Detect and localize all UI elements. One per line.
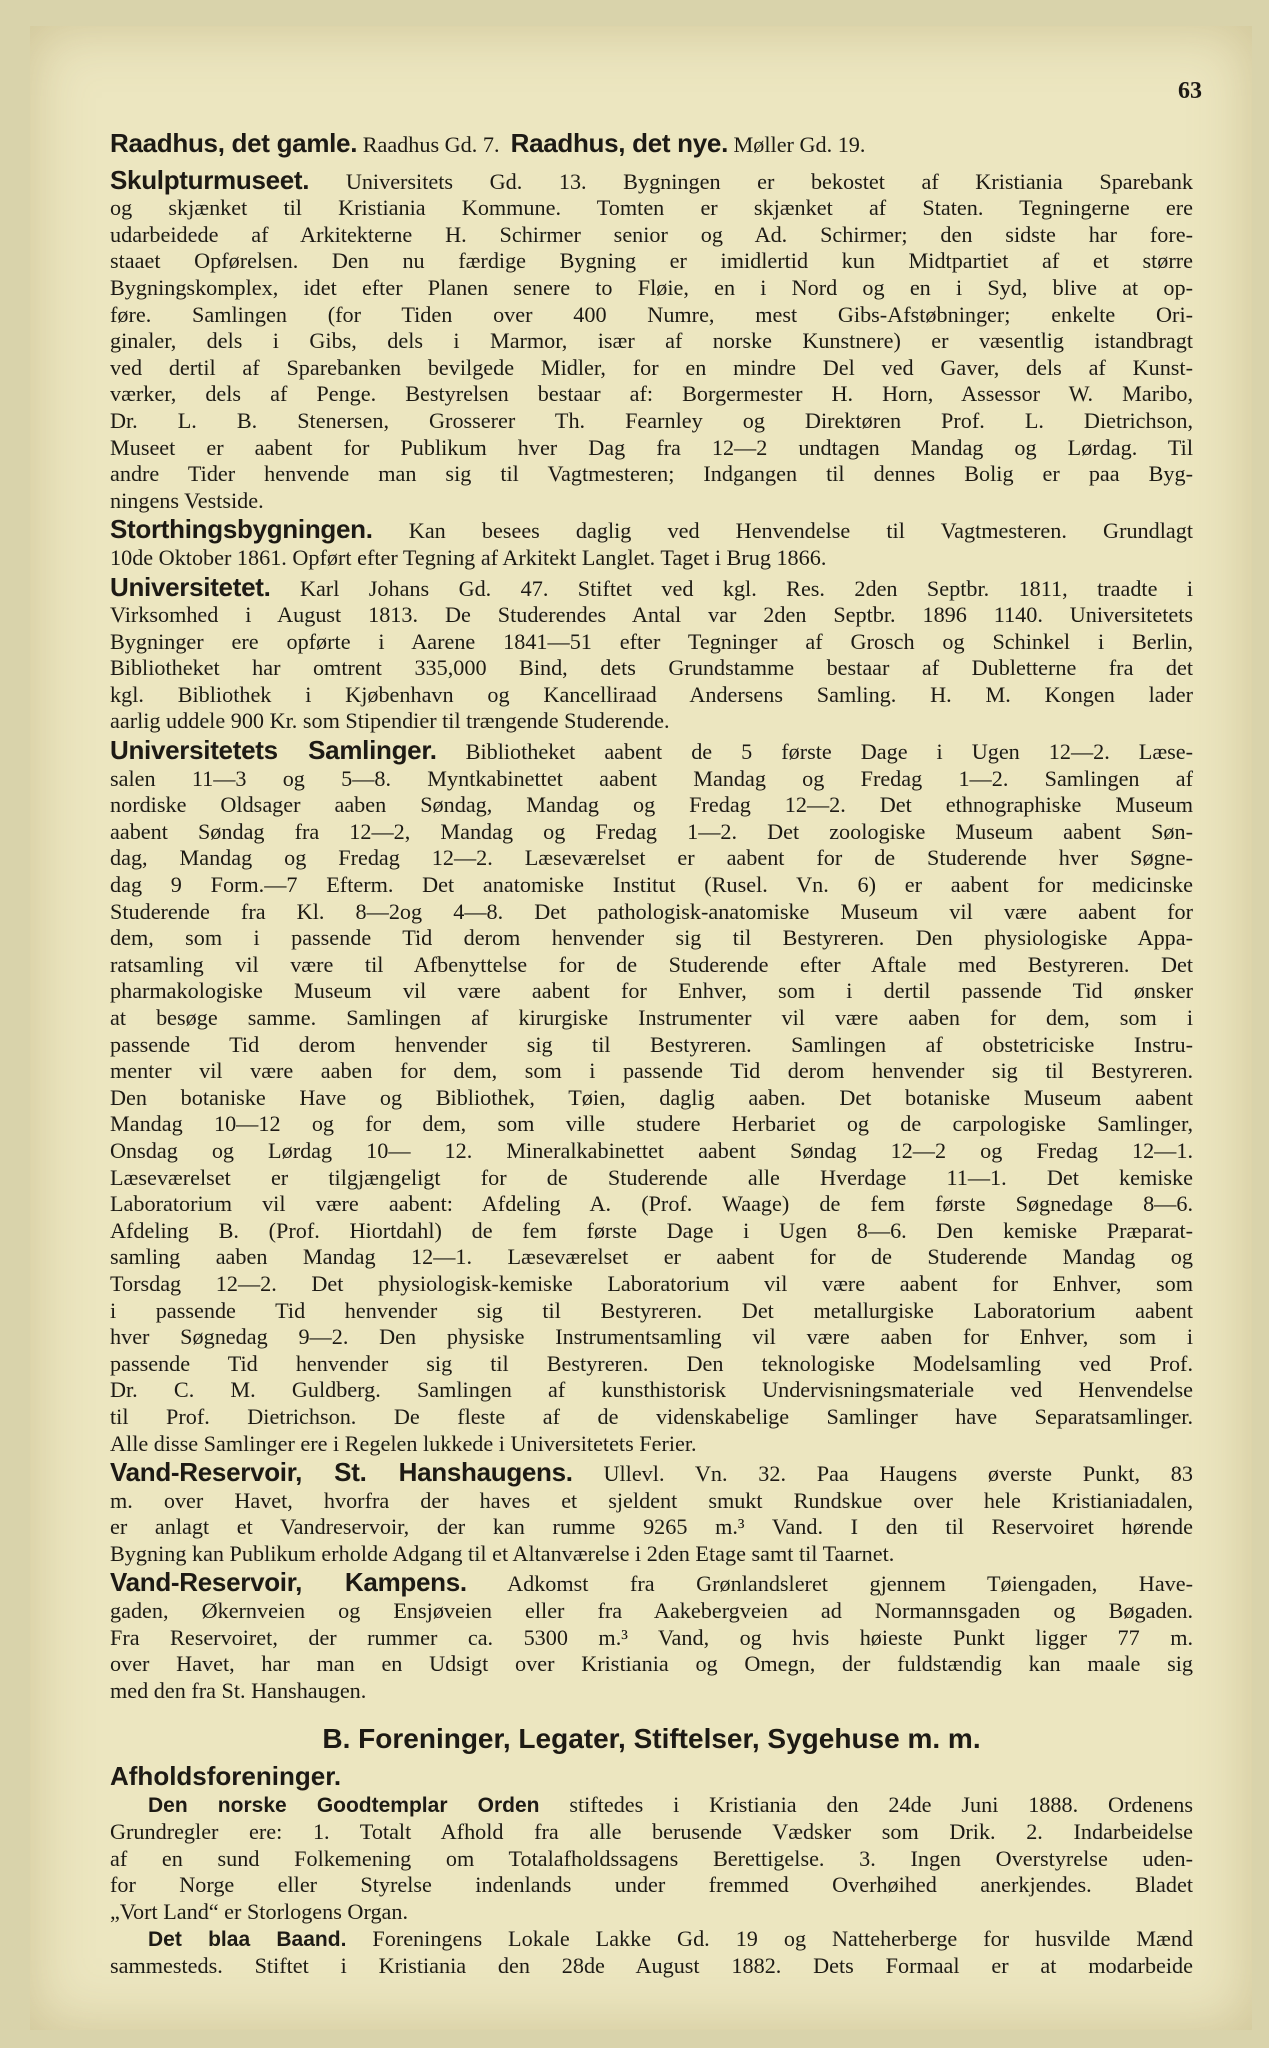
text-line: „Vort Land“ er Storlogens Organ.: [110, 1899, 409, 1924]
text-line: Foreningens Lokale Lakke Gd. 19 og Natteherberge for husvilde Mænd: [372, 1925, 1193, 1951]
text-line: i passende Tid henvender sig til Bestyreren. Det metallurgiske Laboratorium aabent: [110, 1297, 1193, 1323]
addr-raadhus-nye: Møller Gd. 19.: [733, 132, 866, 157]
heading-raadhus-gamle: Raadhus, det gamle.: [110, 128, 358, 158]
text-line: sammesteds. Stiftet i Kristiania den 28de August 1882. Dets Formaal er at modarbeide: [110, 1953, 1193, 1979]
text-line: gaden, Økernveien og Ensjøveien eller fra Aakebergveien ad Normannsgaden og Bøgaden.: [110, 1598, 1193, 1624]
text-line: Dr. C. M. Guldberg. Samlingen af kunsthistorisk Undervisningsmateriale ved Henvendelse: [110, 1377, 1193, 1403]
text-line: pharmakologiske Museum vil være aabent for Enhver, som i dertil passende Tid ønsker: [110, 978, 1193, 1004]
heading-universitetet: Universitetet.: [110, 571, 271, 602]
heading-storthingsbygningen: Storthingsbygningen.: [110, 514, 373, 545]
entry-raadhus: [110, 130, 1193, 159]
text-line: andre Tider henvende man sig til Vagtmesteren; Indgangen til dennes Bolig er paa Byg-: [110, 461, 1193, 487]
text-line: af en sund Folkemening om Totalafholdssagens Berettigelse. 3. Ingen Overstyrelse uden-: [110, 1845, 1193, 1871]
text-line: kgl. Bibliothek i Kjøbenhavn og Kancelliraad Andersens Samling. H. M. Kongen lader: [110, 681, 1193, 707]
text-line: Virksomhed i August 1813. De Studerendes Antal var 2den Septbr. 1896 1140. Universitetets: [110, 602, 1193, 628]
heading-goodtemplar: Den norske Goodtemplar Orden: [148, 1793, 540, 1817]
text-line: passende Tid derom henvender sig til Bestyreren. Samlingen af obstetriciske Instru-: [110, 1031, 1193, 1057]
entry-universitetets-samlinger: [110, 737, 1193, 1457]
entry-skulpturmuseet: [110, 164, 1194, 515]
text-body: [110, 126, 1193, 1980]
text-line: over Havet, har man en Udsigt over Kristiania og Omegn, der fuldstændig kan maale sig: [110, 1651, 1193, 1677]
text-line: menter vil være aaben for dem, som i passende Tid derom henvender sig til Bestyreren.: [110, 1058, 1193, 1084]
text-line: Bibliotheket aabent de 5 første Dage i Ugen 12—2. Læse-: [465, 739, 1194, 765]
text-line: ningens Vestside.: [110, 487, 264, 513]
text-line: dag, Mandag og Fredag 12—2. Læseværelset er aabent for de Studerende hver Søgne-: [110, 845, 1193, 871]
entry-universitetet: [110, 571, 1193, 736]
text-line: Laboratorium vil være aabent: Afdeling A. (Prof. Waage) de fem første Søgnedage 8—6.: [110, 1191, 1193, 1217]
heading-universitetets-samlinger: Universitetets Samlinger.: [110, 735, 437, 766]
book-page: [30, 26, 1252, 2030]
text-line: Afdeling B. (Prof. Hiortdahl) de fem første Dage i Ugen 8—6. Den kemiske Præparat-: [110, 1217, 1193, 1243]
entry-vand-reservoir-kampen: [110, 1569, 1193, 1704]
text-line: dem, som i passende Tid derom henvender sig til Bestyreren. Den physiologiske Appa-: [110, 925, 1193, 951]
text-line: 10de Oktober 1861. Opført efter Tegning af Arkitekt Langlet. Taget i Brug 1866.: [110, 544, 827, 570]
text-line: Museet er aabent for Publikum hver Dag fra 12—2 undtagen Mandag og Lørdag. Til: [110, 434, 1193, 460]
entry-det-blaa-baand: [110, 1926, 1193, 1980]
text-line: Universitets Gd. 13. Bygningen er bekostet af Kristiania Sparebank: [345, 168, 1194, 194]
heading-vand-reservoir-st-hanshaugen: Vand-Reservoir, St. Hanshaugens.: [110, 1457, 573, 1488]
text-line: nordiske Oldsager aaben Søndag, Mandag og Fredag 12—2. Det ethnographiske Museum: [110, 792, 1193, 818]
text-line: føre. Samlingen (for Tiden over 400 Numre, mest Gibs-Afstøbninger; enkelte Ori-: [110, 301, 1193, 327]
text-line: Torsdag 12—2. Det physiologisk-kemiske Laboratorium vil være aabent for Enhver, som: [110, 1270, 1193, 1296]
text-line: ved dertil af Sparebanken bevilgede Midler, for en mindre Del ved Gaver, dels af Kunst-: [110, 354, 1193, 380]
text-line: Karl Johans Gd. 47. Stiftet ved kgl. Res. 2den Septbr. 1811, traadte i: [299, 575, 1193, 601]
heading-vand-reservoir-kampen: Vand-Reservoir, Kampens.: [110, 1567, 467, 1598]
text-line: Studerende fra Kl. 8—2og 4—8. Det pathologisk-anatomiske Museum vil være aabent for: [110, 898, 1193, 924]
heading-raadhus-nye: Raadhus, det nye.: [510, 128, 728, 158]
entry-storthingsbygningen: [110, 516, 1193, 571]
entry-goodtemplar: [110, 1792, 1193, 1926]
text-line: Den botaniske Have og Bibliothek, Tøien, daglig aaben. Det botaniske Museum aabent: [110, 1084, 1193, 1110]
text-line: ratsamling vil være til Afbenyttelse for de Studerende efter Aftale med Bestyreren. Det: [110, 951, 1193, 977]
text-line: aabent Søndag fra 12—2, Mandag og Fredag 1—2. Det zoologiske Museum aabent Søn-: [110, 818, 1193, 844]
text-line: og skjænket til Kristiania Kommune. Tomten er skjænket af Staten. Tegningerne ere: [110, 195, 1193, 221]
text-line: ginaler, dels i Gibs, dels i Marmor, især af norske Kunstnere) er væsentlig istandbragt: [110, 328, 1193, 354]
text-line: Bygningskomplex, idet efter Planen senere to Fløie, en i Nord og en i Syd, blive at op-: [110, 274, 1193, 300]
text-line: Bygninger ere opførte i Aarene 1841—51 efter Tegninger af Grosch og Schinkel i Berlin,: [110, 628, 1193, 654]
text-line: for Norge eller Styrelse indenlands under fremmed Overhøihed anerkjendes. Bladet: [110, 1872, 1193, 1898]
text-line: værker, dels af Penge. Bestyrelsen bestaar af: Borgermester H. Horn, Assessor W. Maribo,: [110, 381, 1193, 407]
text-line: aarlig uddele 900 Kr. som Stipendier til trængende Studerende.: [110, 708, 670, 734]
text-line: hver Søgnedag 9—2. Den physiske Instrumentsamling vil være aaben for Enhver, som i: [110, 1324, 1193, 1350]
text-line: Mandag 10—12 og for dem, som ville studere Herbariet og de carpologiske Samlinger,: [110, 1111, 1193, 1137]
text-line: staaet Opførelsen. Den nu færdige Bygning er imidlertid kun Midtpartiet af et større: [110, 248, 1193, 274]
heading-skulpturmuseet: Skulpturmuseet.: [110, 164, 310, 195]
text-line: Dr. L. B. Stenersen, Grosserer Th. Fearnley og Direktøren Prof. L. Dietrichson,: [110, 407, 1193, 433]
text-line: salen 11—3 og 5—8. Myntkabinettet aabent Mandag og Fredag 1—2. Samlingen af: [110, 765, 1193, 791]
text-line: Grundregler ere: 1. Totalt Afhold fra alle berusende Vædsker som Drik. 2. Indarbeidelse: [110, 1819, 1193, 1845]
text-line: Bibliotheket har omtrent 335,000 Bind, dets Grundstamme bestaar af Dubletterne fra det: [110, 655, 1193, 681]
text-line: Kan besees daglig ved Henvendelse til Vagtmesteren. Grundlagt: [408, 518, 1194, 544]
text-line: samling aaben Mandag 12—1. Læseværelset er aabent for de Studerende Mandag og: [110, 1244, 1193, 1270]
text-line: med den fra St. Hanshaugen.: [110, 1677, 367, 1703]
text-line: Fra Reservoiret, der rummer ca. 5300 m.³ Vand, og hvis høieste Punkt ligger 77 m.: [110, 1624, 1193, 1650]
text-line: udarbeidede af Arkitekterne H. Schirmer senior og Ad. Schirmer; den sidste har fore-: [110, 221, 1193, 247]
addr-raadhus-gamle: Raadhus Gd. 7.: [362, 132, 500, 157]
text-line: passende Tid henvender sig til Bestyreren. Den teknologiske Modelsamling ved Prof.: [110, 1350, 1193, 1376]
text-line: Læseværelset er tilgjængeligt for de Studerende alle Hverdage 11—1. Det kemiske: [110, 1164, 1193, 1190]
text-line: Bygning kan Publikum erholde Adgang til et Altanværelse i 2den Etage samt til Taarnet.: [110, 1540, 895, 1566]
heading-det-blaa-baand: Det blaa Baand.: [148, 1927, 347, 1951]
page-number: 63: [1178, 78, 1202, 104]
text-line: stiftedes i Kristiania den 24de Juni 1888. Ordenens: [569, 1791, 1194, 1817]
text-line: er anlagt et Vandreservoir, der kan rumme 9265 m.³ Vand. I den til Reservoiret hørende: [110, 1514, 1193, 1540]
text-line: dag 9 Form.—7 Efterm. Det anatomiske Institut (Rusel. Vn. 6) er aabent for medicinske: [110, 872, 1193, 898]
text-line: til Prof. Dietrichson. De fleste af de videnskabelige Samlinger have Separatsamlinger.: [110, 1403, 1193, 1429]
section-heading-b: B. Foreninger, Legater, Stiftelser, Sygehuse m. m.: [322, 1723, 981, 1755]
text-line: m. over Havet, hvorfra der haves et sjeldent smukt Rundskue over hele Kristianiadalen,: [110, 1487, 1193, 1513]
text-line: Ullevl. Vn. 32. Paa Haugens øverste Punkt, 83: [603, 1461, 1193, 1487]
text-line: Onsdag og Lørdag 10— 12. Mineralkabinettet aabent Søndag 12—2 og Fredag 12—1.: [110, 1137, 1193, 1163]
text-line: Alle disse Samlinger ere i Regelen lukkede i Universitetets Ferier.: [110, 1430, 697, 1456]
text-line: at besøge samme. Samlingen af kirurgiske Instrumenter vil være aaben for dem, som i: [110, 1005, 1193, 1030]
entry-vand-reservoir-st-hanshaugen: [110, 1459, 1193, 1567]
category-afholdsforeninger: Afholdsforeninger.: [110, 1761, 342, 1792]
text-line: Adkomst fra Grønlandsleret gjennem Tøiengaden, Have-: [507, 1571, 1193, 1597]
